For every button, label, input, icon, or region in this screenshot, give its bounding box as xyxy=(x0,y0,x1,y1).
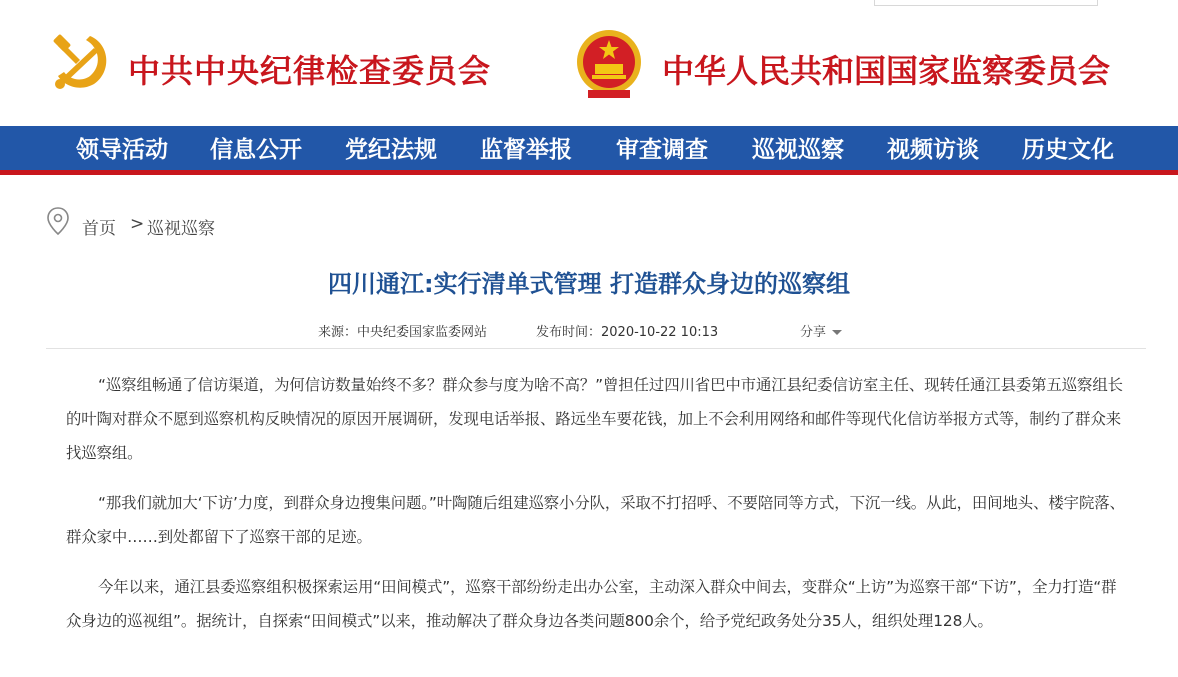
article-title: 四川通江:实行清单式管理 打造群众身边的巡察组 xyxy=(328,270,850,298)
article-paragraph: 今年以来，通江县委巡察组积极探索运用“田间模式”，巡察干部纷纷走出办公室，主动深入群众中间去，变群众“上访”为巡察干部“下访”，全力打造“群众身边的巡视组”。据统计，自探索“田间模式”以来，推动解决了群众身边各类问题800余个，给予党纪政务处分35人，组织处理128人。 xyxy=(66,578,1117,630)
nav-item-investigation[interactable]: 审查调查 xyxy=(616,136,708,163)
nav-item-leadership[interactable]: 领导活动 xyxy=(76,136,168,163)
nav-item-inspection[interactable]: 巡视巡察 xyxy=(752,136,844,163)
site-header xyxy=(0,0,1178,126)
party-emblem-icon xyxy=(50,30,116,96)
main-nav xyxy=(0,126,1178,175)
nav-item-report[interactable]: 监督举报 xyxy=(480,136,572,163)
breadcrumb-home[interactable]: 首页 xyxy=(82,219,116,239)
breadcrumb-current[interactable]: 巡视巡察 xyxy=(147,219,215,239)
article-publish-time: 发布时间：2020-10-22 10:13 xyxy=(536,325,719,340)
article-paragraph: “巡察组畅通了信访渠道，为何信访数量始终不多？群众参与度为啥不高？”曾担任过四川省巴中市通江县纪委信访室主任、现转任通江县委第五巡察组长的叶陶对群众不愿到巡察机构反映情况的原因开展调研，发现电话举报、路远坐车要花钱，加上不会利用网络和邮件等现代化信访举报方式等，制约了群众来找巡察组。 xyxy=(66,376,1123,462)
nsc-title: 中华人民共和国国家监察委员会 xyxy=(662,52,1111,90)
breadcrumb-separator: > xyxy=(130,214,145,234)
share-button[interactable] xyxy=(800,321,842,340)
nav-item-regulations[interactable]: 党纪法规 xyxy=(345,136,437,163)
caret-down-icon xyxy=(832,330,842,335)
ccdi-title: 中共中央纪律检查委员会 xyxy=(128,52,492,90)
article-source: 来源：中央纪委国家监委网站 xyxy=(318,325,488,340)
national-emblem-icon xyxy=(574,28,644,100)
article-paragraph: “那我们就加大‘下访’力度，到群众身边搜集问题。”叶陶随后组建巡察小分队，采取不打招呼、不要陪同等方式，下沉一线。从此，田间地头、楼宇院落、群众家中……到处都留下了巡察干部的足迹。 xyxy=(66,494,1125,546)
nav-item-info[interactable]: 信息公开 xyxy=(210,136,302,163)
nav-item-video[interactable]: 视频访谈 xyxy=(887,136,979,163)
divider xyxy=(46,348,1146,349)
location-pin-icon xyxy=(46,206,70,236)
nav-item-history[interactable]: 历史文化 xyxy=(1022,136,1114,163)
share-label: 分享 xyxy=(800,325,827,340)
